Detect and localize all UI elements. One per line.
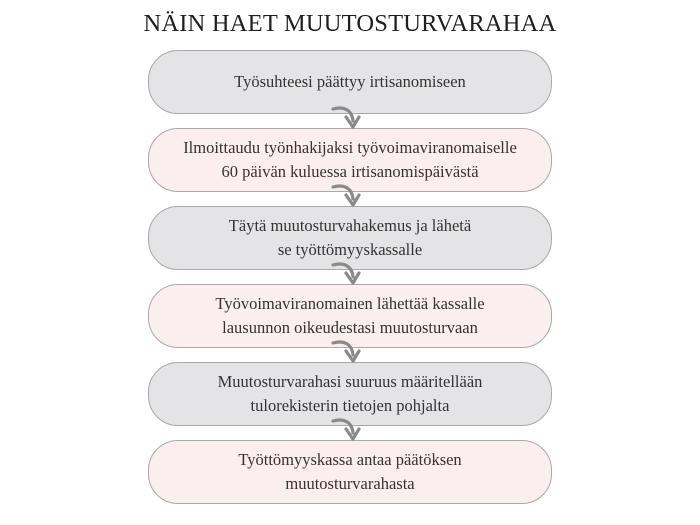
curved-arrow-down-icon [330,260,366,286]
flow-step-2-text: Ilmoittaudu työnhakijaksi työvoimaviranomaiselle 60 päivän kuluessa irtisanomispäivästä [183,138,517,181]
flow-step-3-text: Täytä muutosturvahakemus ja lähetä se työttömyyskassalle [228,216,472,259]
flow-step-4-text: Työvoimaviranomainen lähettää kassalle lausunnon oikeudestasi muutosturvaan [215,294,485,337]
diagram-title: NÄIN HAET MUUTOSTURVARAHAA [143,10,557,37]
flow-step-6-text: Työttömyyskassa antaa päätöksen muutosturvarahasta [238,450,462,493]
curved-arrow-down-icon [330,182,366,208]
flow-step-6 [148,440,552,504]
curved-arrow-down-icon [330,104,366,130]
curved-arrow-down-icon [330,416,366,442]
flow-step-1-text: Työsuhteesi päättyy irtisanomiseen [234,72,466,91]
flow-step-5-text: Muutosturvarahasi suuruus määritellään tulorekisterin tietojen pohjalta [217,372,483,415]
curved-arrow-down-icon [330,338,366,364]
